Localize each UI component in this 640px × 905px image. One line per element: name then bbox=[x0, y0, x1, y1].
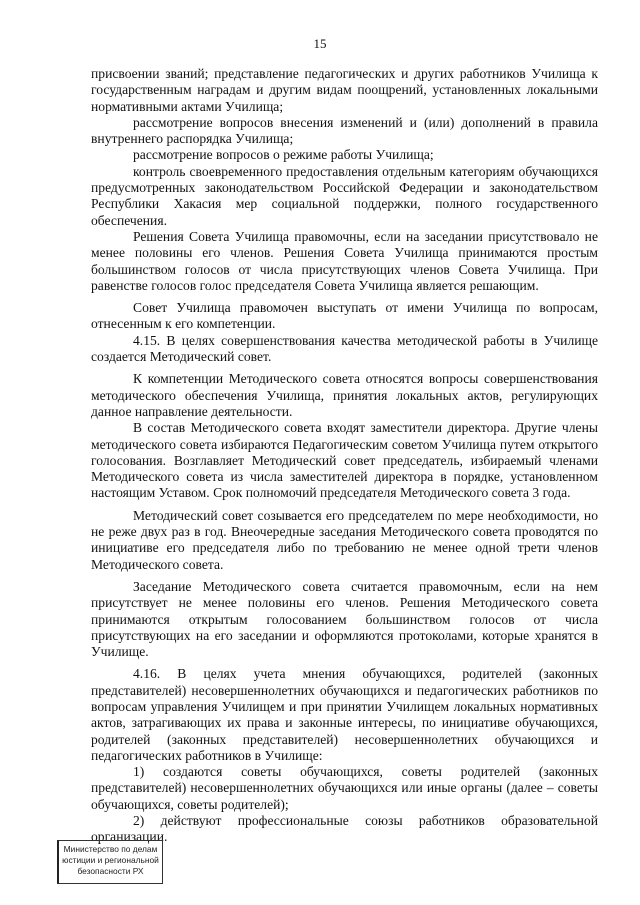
stamp-line: безопасности РХ bbox=[77, 866, 144, 876]
paragraph: 4.15. В целях совершенствования качества методической работы в Училище создается Методический совет. bbox=[91, 332, 598, 365]
paragraph: Совет Училища правомочен выступать от имени Училища по вопросам, отнесенным к его компетенции. bbox=[91, 300, 598, 332]
paragraph: рассмотрение вопросов о режиме работы Училища; bbox=[133, 147, 434, 163]
paragraph: присвоении званий; представление педагогических и других работников Училища к государственным наградам и другим видам поощрений, установленных локальными нормативными актами Училища; bbox=[91, 66, 598, 114]
paragraph: 4.16. В целях учета мнения обучающихся, родителей (законных представителей) несовершеннолетних обучающихся и педагогических работников по вопросам управления Училищем и при принятии Училищем локальных нормативных актов, затрагивающих их права и законные интересы, по инициативе обучающихся, родителей (законных представителей) несовершеннолетних обучающихся и педагогических работников в Училище: bbox=[91, 666, 598, 763]
paragraph: К компетенции Методического совета относятся вопросы совершенствования методического обеспечения Училища, принятия локальных актов, регулирующих данное направление деятельности. bbox=[91, 371, 598, 419]
stamp-line: Министерство по делам bbox=[63, 844, 158, 854]
paragraph: 2) действуют профессиональные союзы работников образовательной организации. bbox=[91, 813, 598, 845]
paragraph: Методический совет созывается его председателем по мере необходимости, но не реже двух раз в год. Внеочередные заседания Методического совета проводятся по инициативе его председателя либо по требованию не менее одной трети членов Методического совета. bbox=[91, 507, 598, 572]
paragraph: Заседание Методического совета считается правомочным, если на нем присутствует не менее половины его членов. Решения Методического совета принимаются открытым голосованием большинством голосов от числа присутствующих на его заседании и оформляются протоколами, которые хранятся в Училище. bbox=[91, 578, 598, 660]
paragraph: контроль своевременного предоставления отдельным категориям обучающихся предусмотренных законодательством Российской Федерации и законодательством Республики Хакасия мер социальной поддержки, полного государственного обеспечения. bbox=[91, 163, 598, 228]
document-body bbox=[91, 66, 598, 846]
paragraph: 1) создаются советы обучающихся, советы родителей (законных представителей) несовершеннолетних обучающихся или иные органы (далее – советы обучающихся, советы родителей); bbox=[91, 764, 598, 812]
paragraph: В состав Методического совета входят заместители директора. Другие члены методического совета избираются Педагогическим советом Училища путем открытого голосования. Возглавляет Методический совет председатель, избираемый членами Методического совета из числа заместителей директора в порядке, установленном настоящим Уставом. Срок полномочий председателя Методического совета 3 года. bbox=[91, 420, 598, 501]
page-number: 15 bbox=[313, 36, 327, 51]
paragraph: рассмотрение вопросов внесения изменений и (или) дополнений в правила внутреннего распорядка Училища; bbox=[91, 114, 598, 147]
stamp-line: юстиции и региональной bbox=[62, 855, 159, 865]
paragraph: Решения Совета Училища правомочны, если на заседании присутствовало не менее половины его членов. Решения Совета Училища принимаются простым большинством голосов от числа присутствующих членов Совета Училища. При равенстве голосов голос председателя Совета Училища является решающим. bbox=[91, 228, 598, 293]
registration-stamp bbox=[57, 840, 163, 884]
